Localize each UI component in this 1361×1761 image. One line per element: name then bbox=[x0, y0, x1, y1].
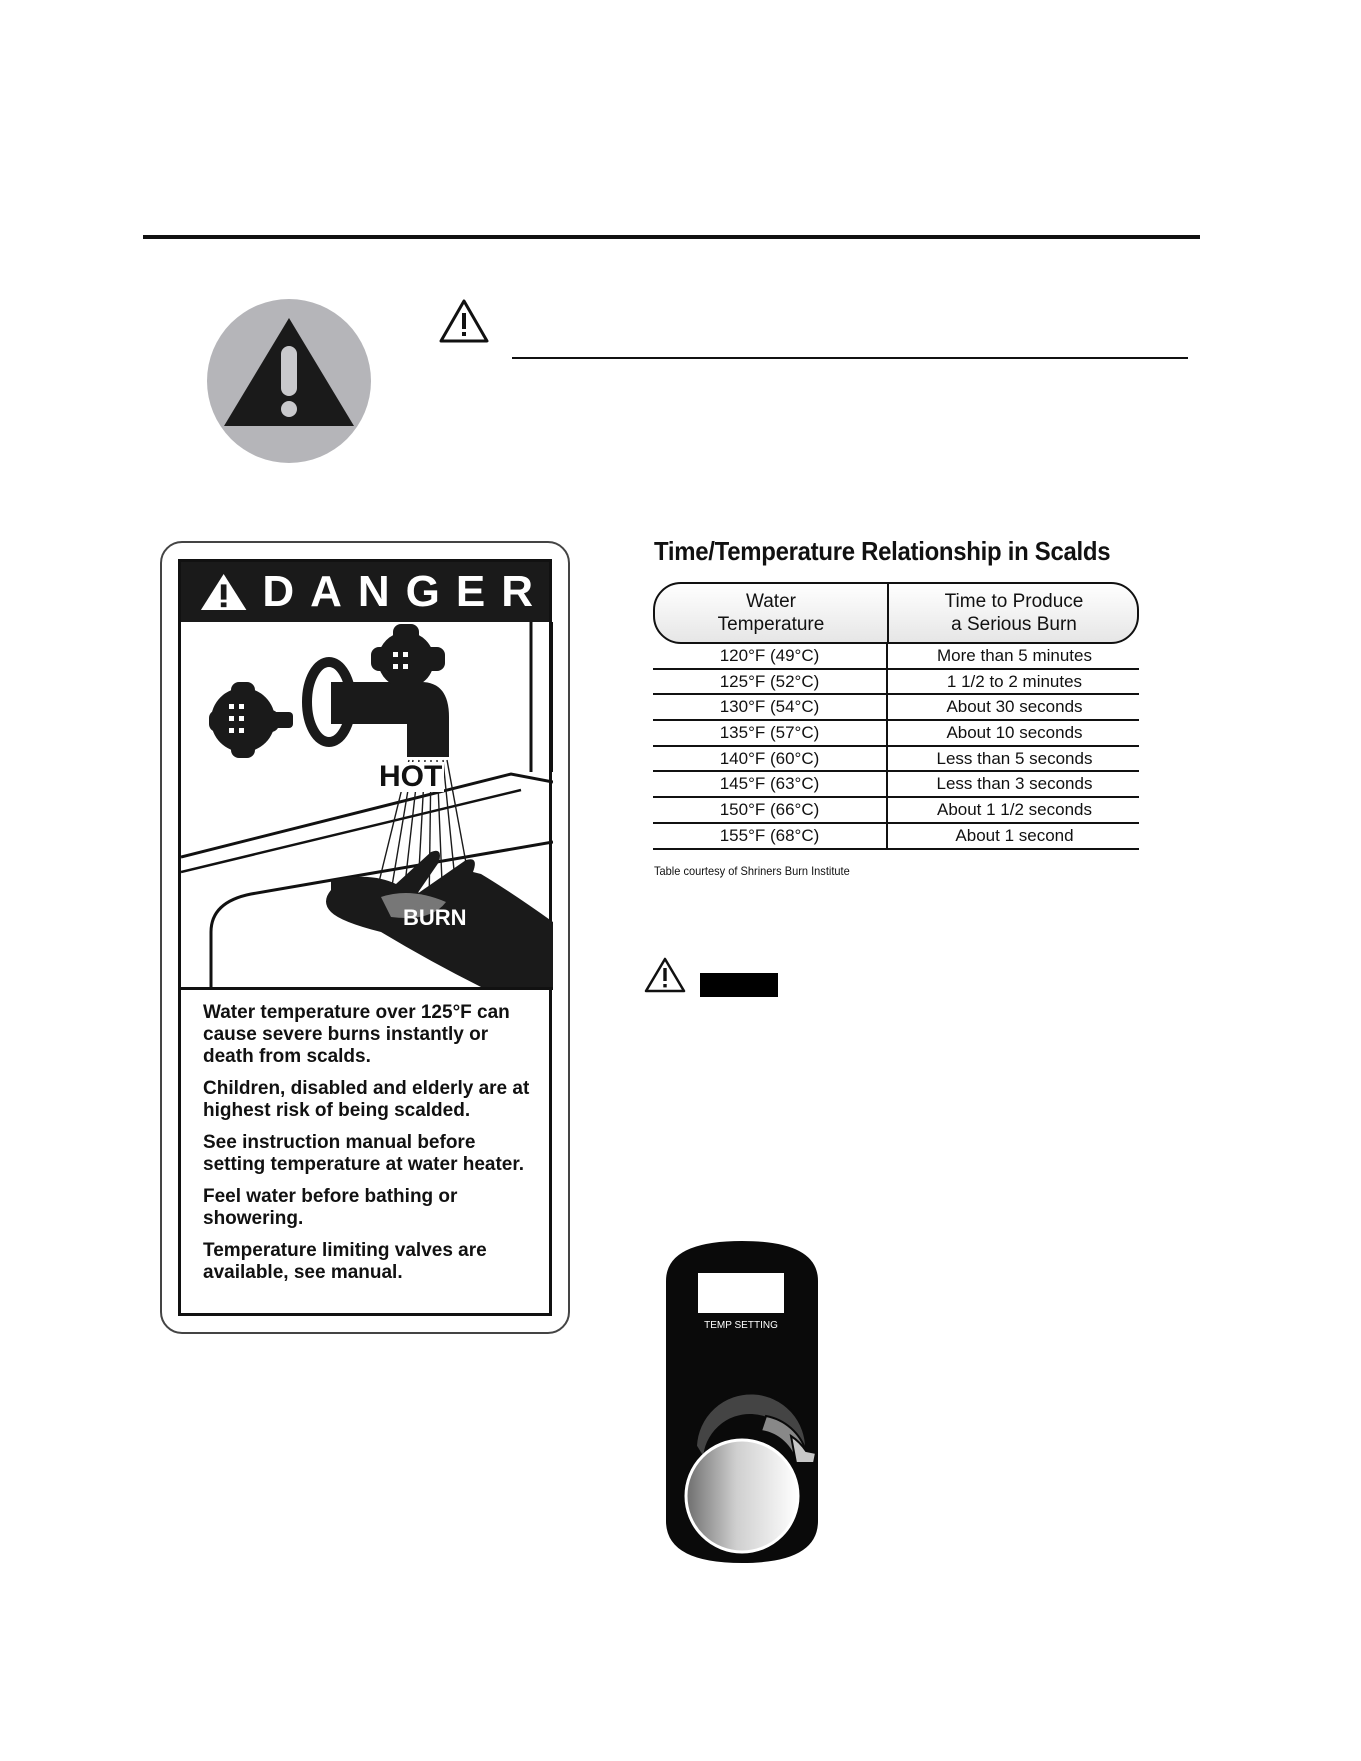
safety-alert-icon bbox=[204, 298, 374, 464]
temp-cell: 140°F (60°C) bbox=[719, 748, 820, 768]
scald-hand-faucet-illustration bbox=[181, 622, 553, 990]
table-row bbox=[653, 721, 1139, 747]
danger-paragraph: Children, disabled and elderly are at highest risk of being scalded. bbox=[203, 1078, 530, 1121]
temp-setting-label: TEMP SETTING bbox=[704, 1320, 778, 1331]
temp-cell: 120°F (49°C) bbox=[719, 645, 820, 665]
temperature-knob bbox=[686, 1440, 798, 1552]
table-row bbox=[653, 798, 1139, 824]
temp-cell: 145°F (63°C) bbox=[719, 774, 820, 794]
danger-paragraph: See instruction manual before setting temperature at water heater. bbox=[203, 1132, 524, 1175]
table-row bbox=[653, 824, 1139, 850]
danger-triangle-icon bbox=[199, 570, 248, 614]
time-cell: 1 1/2 to 2 minutes bbox=[886, 670, 1141, 694]
header-rule bbox=[143, 235, 1200, 239]
table-row bbox=[653, 670, 1139, 696]
temp-cell: 125°F (52°C) bbox=[719, 671, 820, 691]
header-time-to-burn: Time to Produce a Serious Burn bbox=[944, 591, 1084, 635]
danger-paragraph: Temperature limiting valves are available, see manual. bbox=[203, 1240, 487, 1283]
warning-triangle-icon bbox=[438, 298, 490, 344]
temp-control-panel bbox=[656, 1241, 828, 1563]
time-cell: Less than 3 seconds bbox=[886, 772, 1141, 796]
table-row bbox=[653, 695, 1139, 721]
temp-cell: 130°F (54°C) bbox=[719, 697, 820, 717]
table-caption: Table courtesy of Shriners Burn Institute bbox=[654, 864, 850, 878]
danger-paragraph: Water temperature over 125°F can cause severe burns instantly or death from scalds. bbox=[203, 1002, 510, 1067]
time-cell: About 1 second bbox=[886, 824, 1141, 848]
time-cell: About 30 seconds bbox=[886, 695, 1141, 719]
danger-label bbox=[160, 541, 570, 1334]
scald-table-title: Time/Temperature Relationship in Scalds bbox=[654, 536, 1111, 566]
warning-triangle-icon bbox=[643, 956, 687, 994]
table-row bbox=[653, 772, 1139, 798]
danger-paragraph: Feel water before bathing or showering. bbox=[203, 1186, 458, 1229]
time-cell: Less than 5 seconds bbox=[886, 747, 1141, 771]
warning-underline bbox=[512, 357, 1188, 359]
header-water-temperature: Water Temperature bbox=[717, 591, 825, 635]
table-row bbox=[653, 747, 1139, 773]
table-row bbox=[653, 644, 1139, 670]
temp-cell: 155°F (68°C) bbox=[719, 825, 820, 845]
time-cell: About 10 seconds bbox=[886, 721, 1141, 745]
time-cell: More than 5 minutes bbox=[886, 644, 1141, 668]
temp-cell: 135°F (57°C) bbox=[719, 722, 820, 742]
scald-table-header bbox=[653, 582, 1139, 644]
scald-table-body bbox=[653, 644, 1139, 850]
temp-cell: 150°F (66°C) bbox=[719, 799, 820, 819]
danger-text bbox=[203, 1002, 535, 1294]
danger-label-frame bbox=[178, 559, 552, 1316]
burn-label: BURN bbox=[403, 905, 467, 930]
warning-signal-word-bar bbox=[700, 973, 778, 997]
danger-word: DANGER bbox=[262, 567, 549, 616]
hot-label: HOT bbox=[379, 760, 443, 793]
time-cell: About 1 1/2 seconds bbox=[886, 798, 1141, 822]
danger-header bbox=[181, 562, 549, 622]
